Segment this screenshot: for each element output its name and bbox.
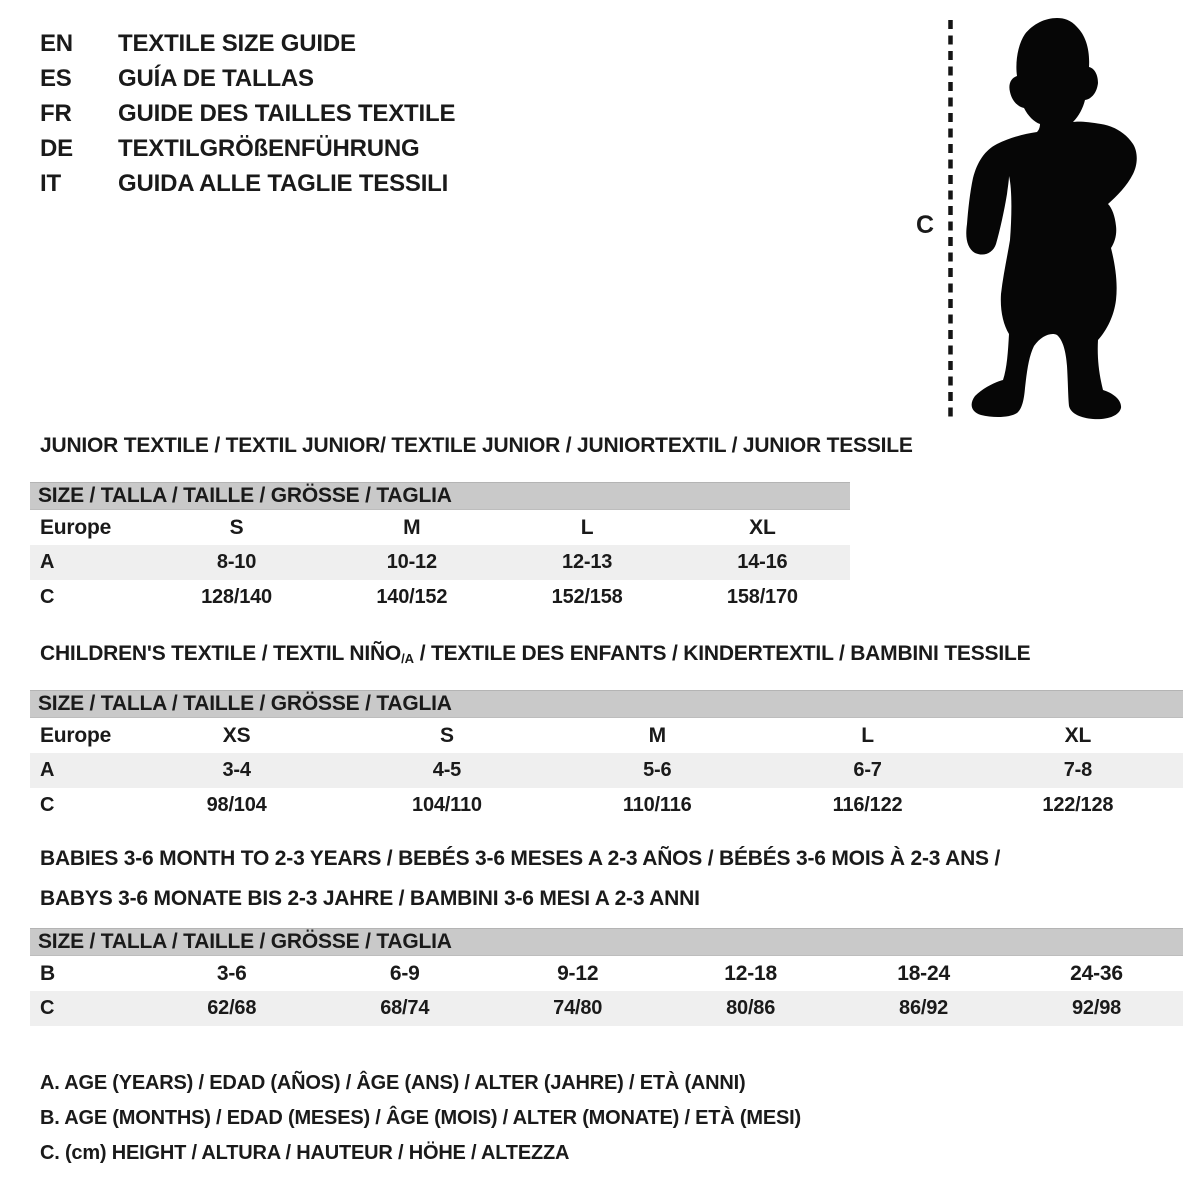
row-value: 14-16 bbox=[737, 551, 788, 573]
row-value: 8-10 bbox=[216, 551, 257, 573]
size-header-label: SIZE / TALLA / TAILLE / GRÖSSE / TAGLIA bbox=[38, 692, 452, 715]
row-value: 116/122 bbox=[832, 794, 903, 816]
language-label: GUIDE DES TAILLES TEXTILE bbox=[118, 100, 456, 127]
row-value: 86/92 bbox=[899, 997, 949, 1019]
language-row bbox=[40, 26, 455, 61]
height-measure-label: C bbox=[916, 211, 934, 239]
size-header-bar bbox=[30, 482, 850, 510]
language-label: GUÍA DE TALLAS bbox=[118, 65, 314, 92]
size-header-bar bbox=[30, 690, 1183, 718]
legend-line: C. (cm) HEIGHT / ALTURA / HAUTEUR / HÖHE / ALTEZZA bbox=[40, 1142, 570, 1164]
section-title bbox=[40, 641, 1030, 672]
row-value: 18-24 bbox=[897, 961, 950, 985]
language-row bbox=[40, 96, 455, 131]
section-title-text: /A bbox=[401, 651, 415, 666]
baby-silhouette-icon bbox=[966, 18, 1136, 419]
row-label: C bbox=[40, 794, 55, 816]
size-header-label: SIZE / TALLA / TAILLE / GRÖSSE / TAGLIA bbox=[38, 930, 452, 953]
language-row bbox=[40, 131, 455, 166]
row-value: 128/140 bbox=[201, 586, 272, 608]
size-table bbox=[30, 928, 1183, 1026]
table-row bbox=[30, 956, 1183, 991]
section-title bbox=[40, 433, 913, 459]
row-value: 10-12 bbox=[386, 551, 437, 573]
row-value: 12-13 bbox=[562, 551, 613, 573]
row-value: 104/110 bbox=[412, 794, 482, 816]
row-value: 12-18 bbox=[724, 961, 777, 985]
language-title-list bbox=[40, 26, 455, 201]
section-title-line bbox=[40, 641, 1030, 672]
row-value: S bbox=[440, 723, 454, 747]
table-row bbox=[30, 753, 1183, 788]
row-value: 3-6 bbox=[216, 961, 247, 985]
language-code: EN bbox=[40, 30, 73, 57]
row-value: M bbox=[403, 515, 421, 539]
row-value: 4-5 bbox=[432, 759, 462, 781]
table-row bbox=[30, 788, 1183, 823]
section-title-text: JUNIOR TEXTILE / TEXTIL JUNIOR/ TEXTILE JUNIOR / JUNIORTEXTIL / JUNIOR TESSILE bbox=[40, 434, 913, 457]
row-value: 140/152 bbox=[376, 586, 448, 608]
section-title-text: CHILDREN'S TEXTILE / TEXTIL NIÑO bbox=[40, 642, 402, 665]
row-value: 6-7 bbox=[853, 759, 882, 781]
row-value: 62/68 bbox=[207, 997, 257, 1019]
size-table bbox=[30, 482, 850, 615]
language-label: TEXTILE SIZE GUIDE bbox=[118, 30, 356, 57]
section-title-line bbox=[40, 433, 913, 459]
language-row bbox=[40, 166, 455, 201]
language-code: ES bbox=[40, 65, 72, 92]
row-value: 24-36 bbox=[1070, 961, 1123, 985]
table-row bbox=[30, 991, 1183, 1026]
row-value: 6-9 bbox=[389, 961, 420, 985]
legend-line: A. AGE (YEARS) / EDAD (AÑOS) / ÂGE (ANS) / ALTER (JAHRE) / ETÀ (ANNI) bbox=[40, 1072, 746, 1094]
language-code: IT bbox=[40, 170, 61, 197]
row-value: 122/128 bbox=[1042, 794, 1114, 816]
section-title-text: BABIES 3-6 MONTH TO 2-3 YEARS / BEBÉS 3-6 MESES A 2-3 AÑOS / BÉBÉS 3-6 MOIS À 2-3 ANS / bbox=[40, 847, 1001, 870]
row-value: 110/116 bbox=[622, 794, 692, 816]
row-label: A bbox=[40, 551, 55, 573]
row-label: C bbox=[40, 586, 55, 608]
row-value: 3-4 bbox=[222, 759, 251, 781]
row-value: M bbox=[648, 723, 666, 747]
table-row bbox=[30, 580, 850, 615]
row-value: 9-12 bbox=[557, 961, 599, 985]
row-value: 92/98 bbox=[1072, 997, 1122, 1019]
language-row bbox=[40, 61, 455, 96]
legend-line: B. AGE (MONTHS) / EDAD (MESES) / ÂGE (MOIS) / ALTER (MONATE) / ETÀ (MESI) bbox=[40, 1107, 801, 1129]
section-title-line bbox=[40, 879, 1000, 919]
language-label: GUIDA ALLE TAGLIE TESSILI bbox=[118, 170, 449, 197]
row-label: B bbox=[40, 961, 55, 985]
row-value: S bbox=[229, 515, 244, 539]
language-label: TEXTILGRÖßENFÜHRUNG bbox=[118, 135, 420, 162]
size-header-label: SIZE / TALLA / TAILLE / GRÖSSE / TAGLIA bbox=[38, 484, 452, 507]
row-value: XL bbox=[1064, 723, 1092, 747]
table-row bbox=[30, 718, 1183, 753]
row-label: A bbox=[40, 759, 55, 781]
legend-block bbox=[40, 1066, 801, 1171]
section-title-text: BABYS 3-6 MONATE BIS 2-3 JAHRE / BAMBINI 3-6 MESI A 2-3 ANNI bbox=[40, 887, 700, 910]
row-value: 68/74 bbox=[380, 997, 430, 1019]
row-value: 152/158 bbox=[551, 586, 623, 608]
row-value: L bbox=[861, 723, 874, 747]
language-code: FR bbox=[40, 100, 72, 127]
row-label: Europe bbox=[40, 515, 112, 539]
height-measure-figure bbox=[940, 14, 1150, 424]
row-label: Europe bbox=[40, 723, 112, 747]
row-value: 98/104 bbox=[206, 794, 267, 816]
size-table bbox=[30, 690, 1183, 823]
table-row bbox=[30, 510, 850, 545]
row-value: 5-6 bbox=[643, 759, 672, 781]
row-value: XS bbox=[222, 723, 251, 747]
row-label: C bbox=[40, 997, 55, 1019]
row-value: XL bbox=[749, 515, 776, 539]
size-header-bar bbox=[30, 928, 1183, 956]
table-row bbox=[30, 545, 850, 580]
section-title bbox=[40, 839, 1000, 919]
section-title-line bbox=[40, 839, 1000, 879]
row-value: 7-8 bbox=[1063, 759, 1093, 781]
section-title-text: / TEXTILE DES ENFANTS / KINDERTEXTIL / BAMBINI TESSILE bbox=[414, 642, 1031, 665]
row-value: 74/80 bbox=[553, 997, 603, 1019]
language-code: DE bbox=[40, 135, 73, 162]
row-value: 80/86 bbox=[726, 997, 776, 1019]
row-value: L bbox=[580, 515, 594, 539]
row-value: 158/170 bbox=[726, 586, 798, 608]
